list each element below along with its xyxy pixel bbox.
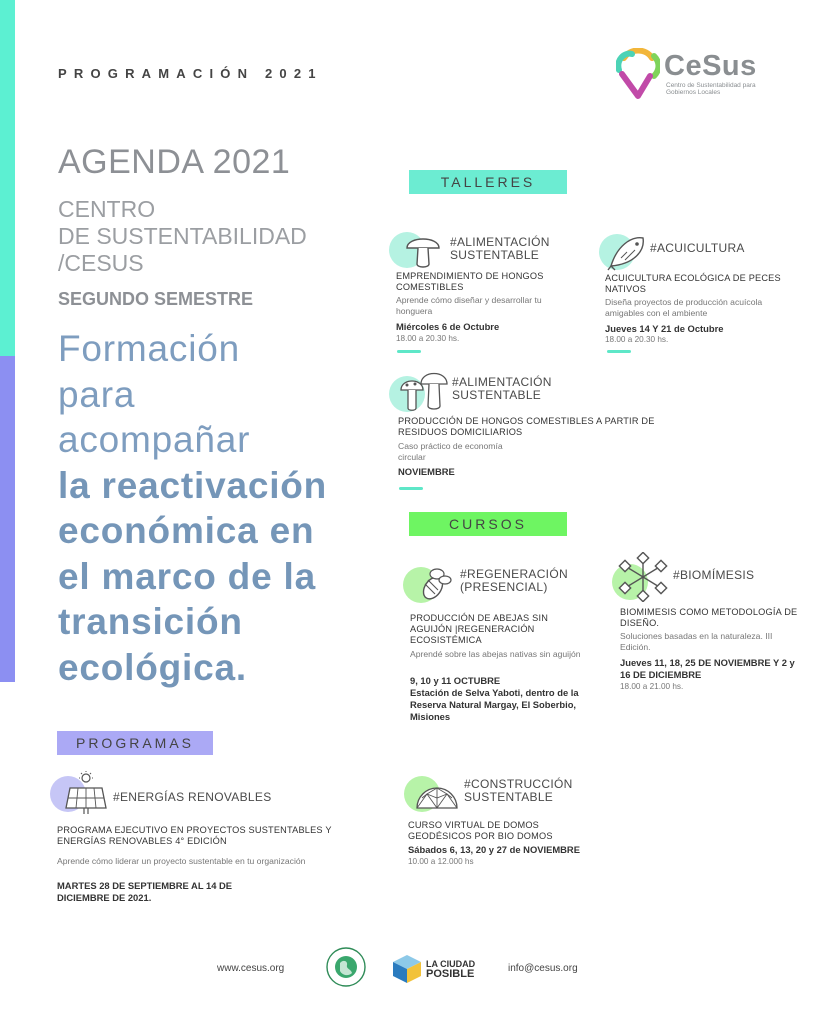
tag-line: #CONSTRUCCIÓN: [464, 777, 573, 791]
card-description: Caso práctico de economía circular: [398, 441, 503, 462]
tag-line: SUSTENTABLE: [450, 248, 540, 262]
card-tag: [464, 778, 573, 804]
taller-card[interactable]: [599, 230, 804, 355]
card-description: Aprende cómo diseñar y desarrollar tu honguera: [396, 295, 542, 316]
tag-line: SUSTENTABLE: [464, 790, 554, 804]
taller-card[interactable]: [389, 368, 659, 494]
cube-icon: [390, 953, 424, 985]
accent-bar-bottom: [0, 356, 15, 682]
semester-label: SEGUNDO SEMESTRE: [58, 289, 254, 309]
curso-card[interactable]: [612, 552, 807, 697]
card-tag: #ACUICULTURA: [650, 241, 745, 255]
card-title: EMPRENDIMIENTO DE HONGOS COMESTIBLES: [396, 271, 544, 292]
centro-heading: [58, 196, 307, 277]
card-time: 18.00 a 20.30 hs.: [396, 334, 460, 343]
headline-line: transición: [58, 601, 243, 642]
card-title: PRODUCCIÓN DE HONGOS COMESTIBLES A PARTIR DE RESIDUOS DOMICILIARIOS: [398, 416, 655, 437]
headline-line: económica en: [58, 510, 315, 551]
card-time: 18.00 a 21.00 hs.: [620, 682, 684, 691]
club-de-roma-logo: [326, 947, 366, 987]
mushrooms-icon: [397, 368, 453, 416]
tag-line: (PRESENCIAL): [460, 580, 548, 594]
solar-panel-icon: [64, 770, 108, 816]
section-label-talleres: TALLERES: [409, 170, 567, 194]
centro-line: /CESUS: [58, 250, 144, 276]
card-date: Jueves 14 Y 21 de Octubre: [605, 323, 724, 334]
snowflake-icon: [618, 552, 668, 602]
lcp-line: POSIBLE: [426, 968, 475, 980]
tag-line: #REGENERACIÓN: [460, 567, 568, 581]
centro-line: DE SUSTENTABILIDAD: [58, 223, 307, 249]
agenda-title: AGENDA 2021: [58, 143, 291, 181]
card-date: MARTES 28 DE SEPTIEMBRE AL 14 DE DICIEMBRE DE 2021.: [57, 880, 233, 903]
footer-website-link[interactable]: www.cesus.org: [217, 963, 285, 974]
card-location: Estación de Selva Yaboti, dentro de la Reserva Natural Margay, El Soberbio, Misiones: [410, 687, 579, 722]
headline-line: acompañar: [58, 419, 251, 460]
card-divider: [399, 487, 423, 490]
logo-subtitle: Centro de Sustentabilidad para Gobiernos Locales: [666, 82, 756, 96]
card-title: PROGRAMA EJECUTIVO EN PROYECTOS SUSTENTABLES Y ENERGÍAS RENOVABLES 4° EDICIÓN: [57, 825, 332, 846]
lcp-line: LA CIUDAD: [426, 959, 476, 969]
headline-line: el marco de la: [58, 555, 316, 597]
card-title: BIOMIMESIS COMO METODOLOGÍA DE DISEÑO.: [620, 607, 798, 628]
card-date: NOVIEMBRE: [398, 466, 455, 477]
card-description: Aprende cómo liderar un proyecto sustentable en tu organización: [57, 856, 306, 866]
footer-email-link[interactable]: info@cesus.org: [508, 963, 578, 974]
card-tag: [450, 236, 550, 262]
cesus-logo[interactable]: [616, 48, 756, 104]
card-title: CURSO VIRTUAL DE DOMOS GEODÉSICOS POR BIO DOMOS: [408, 820, 553, 841]
card-date: Sábados 6, 13, 20 y 27 de NOVIEMBRE: [408, 844, 580, 855]
headline-line: ecológica.: [58, 646, 247, 688]
section-label-cursos: CURSOS: [409, 512, 567, 536]
program-title: PROGRAMACIÓN 2021: [58, 66, 323, 81]
logo-wordmark: CeSus: [664, 50, 757, 82]
card-tag: [452, 376, 552, 402]
tag-line: SUSTENTABLE: [452, 388, 542, 402]
fish-icon: [607, 232, 649, 272]
card-divider: [607, 350, 631, 353]
card-description: Aprendé sobre las abejas nativas sin aguijón: [410, 649, 581, 659]
centro-line: CENTRO: [58, 196, 156, 222]
bee-icon: [411, 564, 453, 606]
headline-line: Formación: [58, 328, 240, 369]
la-ciudad-posible-logo: [390, 953, 490, 985]
tag-line: #ALIMENTACIÓN: [452, 375, 552, 389]
card-date: Jueves 11, 18, 25 DE NOVIEMBRE Y 2 y 16 DE DICIEMBRE: [620, 657, 795, 680]
taller-card[interactable]: [389, 230, 589, 355]
mushroom-icon: [403, 230, 443, 272]
card-tag: #ENERGÍAS RENOVABLES: [113, 790, 272, 804]
curso-card[interactable]: [403, 562, 603, 727]
card-tag: #BIOMÍMESIS: [673, 568, 755, 582]
card-time: 10.00 a 12.000 hs: [408, 857, 474, 866]
curso-card[interactable]: [404, 770, 614, 870]
cesus-logo-icon: [616, 48, 660, 100]
accent-bar-top: [0, 0, 15, 356]
tag-line: #ALIMENTACIÓN: [450, 235, 550, 249]
lcp-wordmark: [426, 959, 475, 979]
geodesic-dome-icon: [414, 772, 460, 814]
section-label-programas: PROGRAMAS: [57, 731, 213, 755]
card-date: 9, 10 y 11 OCTUBRE: [410, 675, 501, 686]
programa-card[interactable]: [50, 770, 330, 910]
card-tag: [460, 568, 568, 594]
card-date: Miércoles 6 de Octubre: [396, 321, 500, 332]
card-description: Soluciones basadas en la naturaleza. III Edición.: [620, 631, 773, 652]
card-divider: [397, 350, 421, 353]
headline-line: la reactivación: [58, 464, 328, 506]
card-title: ACUICULTURA ECOLÓGICA DE PECES NATIVOS: [605, 273, 781, 294]
card-time: 18.00 a 20.30 hs.: [605, 335, 669, 344]
card-title: PRODUCCIÓN DE ABEJAS SIN AGUIJÓN |REGENERACIÓN ECOSISTÉMICA: [410, 613, 549, 645]
formacion-headline: [58, 326, 327, 690]
card-description: Diseña proyectos de producción acuícola amigables con el ambiente: [605, 297, 763, 318]
headline-line: para: [58, 373, 136, 415]
